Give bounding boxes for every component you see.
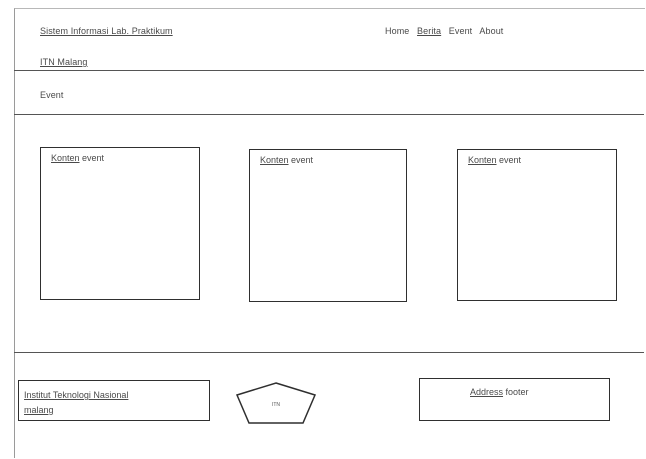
main-nav [385, 26, 508, 36]
nav-about[interactable]: About [479, 26, 504, 36]
site-subtitle: ITN Malang [40, 57, 88, 67]
nav-home[interactable]: Home [385, 26, 410, 36]
event-card[interactable] [457, 149, 617, 301]
footer-address[interactable]: Address footer [470, 387, 529, 397]
page-title: Event [40, 90, 64, 100]
event-card-label: Konten event [51, 153, 105, 163]
site-title-link[interactable]: Sistem Informasi Lab. Praktikum [40, 26, 173, 36]
footer-institution-link[interactable]: Institut Teknologi Nasional [24, 390, 129, 400]
event-card-label: Konten event [260, 155, 314, 165]
event-card[interactable] [249, 149, 407, 302]
event-card[interactable] [40, 147, 200, 300]
footer-divider [14, 352, 644, 353]
event-card-label: Konten event [468, 155, 522, 165]
header-divider [14, 70, 644, 71]
footer-logo-text: ITN [271, 402, 281, 408]
nav-event[interactable]: Event [448, 26, 473, 36]
footer-institution-city: malang [24, 405, 54, 415]
footer-logo [234, 380, 318, 426]
nav-berita[interactable]: Berita [417, 26, 442, 36]
footer-institution-box [18, 380, 210, 421]
section-divider [14, 114, 644, 115]
footer-address-box [419, 378, 610, 421]
